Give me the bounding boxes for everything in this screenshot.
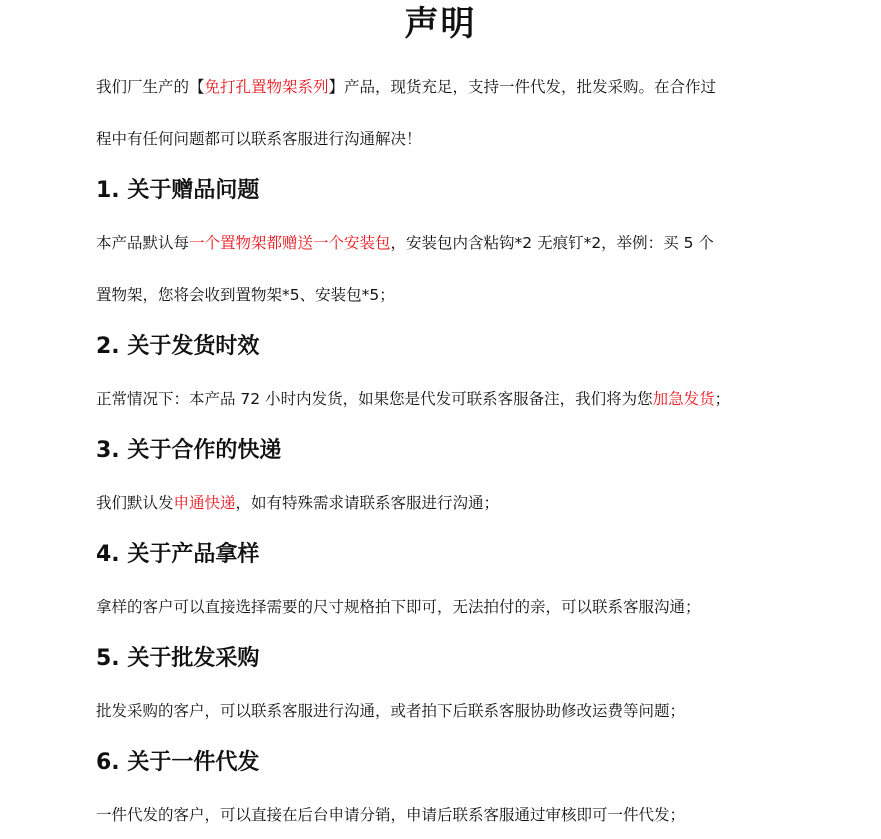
section-courier-line-1 [96, 492, 796, 514]
page-title: 声明 [404, 4, 477, 44]
section-text: 正常情况下：本产品 72 小时内发货，如果您是代发可联系客服备注，我们将为您 [96, 390, 653, 408]
section-heading-wholesale: 5. 关于批发采购 [96, 646, 260, 671]
section-heading-dropship: 6. 关于一件代发 [96, 750, 260, 775]
intro-line-1 [96, 76, 796, 98]
section-text: ，安装包内含粘钩*2 无痕钉*2，举例：买 5 个 [390, 234, 714, 252]
intro-text: 】产品，现货充足，支持一件代发，批发采购。在合作过 [328, 78, 717, 96]
section-wholesale-line-1: 批发采购的客户，可以联系客服进行沟通，或者拍下后联系客服协助修改运费等问题； [96, 702, 686, 720]
section-shipping-time-line-1 [96, 388, 796, 410]
section-gift-line-2: 置物架，您将会收到置物架*5、安装包*5； [96, 286, 395, 304]
intro-line-2: 程中有任何问题都可以联系客服进行沟通解决！ [96, 130, 422, 148]
section-heading-gift: 1. 关于赠品问题 [96, 178, 260, 203]
section-text: ； [714, 390, 731, 408]
section-gift-line-1 [96, 232, 796, 254]
section-samples-line-1: 拿样的客户可以直接选择需要的尺寸规格拍下即可，无法拍付的亲，可以联系客服沟通； [96, 598, 701, 616]
section-highlight: 一个置物架都赠送一个安装包 [189, 234, 391, 252]
section-text: ，如有特殊需求请联系客服进行沟通； [235, 494, 500, 512]
intro-text: 我们厂生产的【 [96, 78, 205, 96]
section-heading-samples: 4. 关于产品拿样 [96, 542, 260, 567]
section-text: 本产品默认每 [96, 234, 190, 252]
section-heading-courier: 3. 关于合作的快递 [96, 438, 282, 463]
section-highlight: 申通快递 [173, 494, 236, 512]
section-heading-shipping-time: 2. 关于发货时效 [96, 334, 260, 359]
section-highlight: 加急发货 [652, 390, 715, 408]
section-dropship-line-1: 一件代发的客户，可以直接在后台申请分销，申请后联系客服通过审核即可一件代发； [96, 806, 686, 824]
section-text: 我们默认发 [96, 494, 174, 512]
intro-highlight: 免打孔置物架系列 [204, 78, 329, 96]
